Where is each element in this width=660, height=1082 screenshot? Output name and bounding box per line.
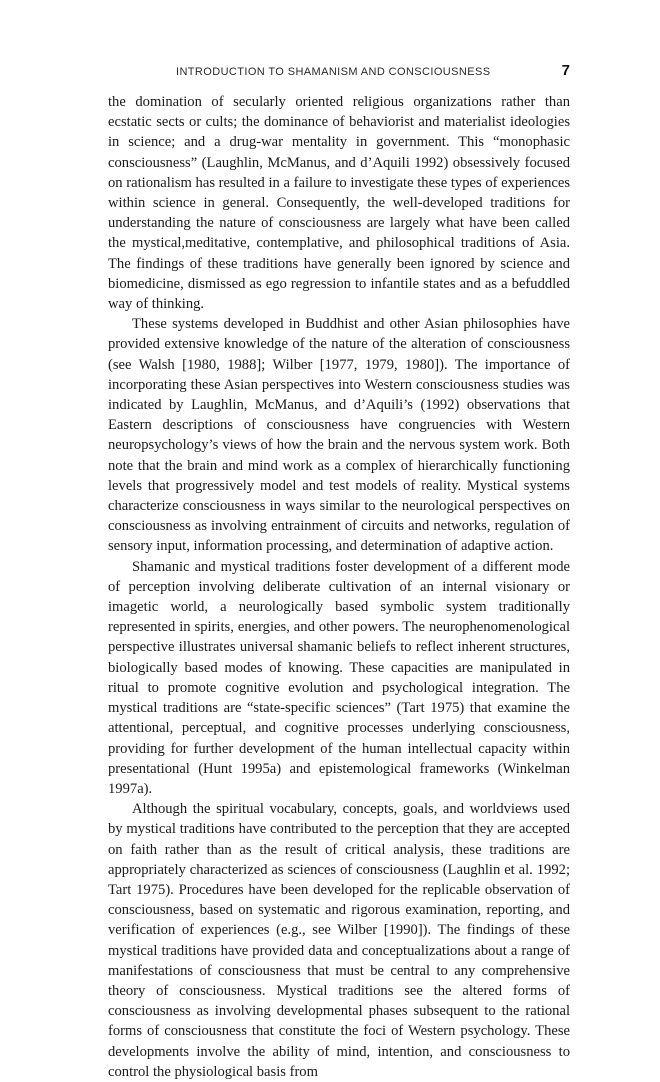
page-number: 7 (561, 62, 570, 79)
paragraph: Although the spiritual vocabulary, concepts, goals, and worldviews used by mystical traditions have contributed to the perception that they are accepted on faith rather than as the result of critical analysis, these traditions are appropriately characterized as sciences of consciousness (Laughlin et al. 1992; Tart 1975). Procedures have been developed for the replicable observation of consciousness, based on systematic and rigorous examination, reporting, and verification of experiences (e.g., see Wilber [1990]). The findings of these mystical traditions have provided data and conceptualizations about a range of manifestations of consciousness that must be central to any comprehensive theory of consciousness. Mystical traditions see the altered forms of consciousness as involving developmental phases subsequent to the rational forms of consciousness that constitute the foci of Western psychology. These developments involve the ability of mind, intention, and consciousness to control the physiological basis from (108, 801, 570, 1080)
body-text (108, 92, 570, 1082)
running-head (108, 62, 570, 79)
paragraph: These systems developed in Buddhist and other Asian philosophies have provided extensive knowledge of the nature of the alteration of consciousness (see Walsh [1980, 1988]; Wilber [1977, 1979, 1980]). The importance of incorporating these Asian perspectives into Western consciousness studies was indicated by Laughlin, McManus, and d’Aquili’s (1992) observations that Eastern descriptions of consciousness have congruencies with Western neuropsychology’s views of how the brain and the nervous system work. Both note that the brain and mind work as a complex of hierarchically functioning levels that progressively model and test models of reality. Mystical systems characterize consciousness in ways similar to the neurological perspectives on consciousness as involving entrainment of circuits and networks, regulation of sensory input, information processing, and determination of adaptive action. (108, 316, 570, 555)
paragraph: Shamanic and mystical traditions foster development of a different mode of perception involving deliberate cultivation of an internal visionary or imagetic world, a neurologically based symbolic system traditionally represented in spirits, energies, and other powers. The neurophenomenological perspective illustrates universal shamanic beliefs to reflect inherent structures, biologically based modes of knowing. These capacities are manipulated in ritual to promote cognitive evolution and psychological integration. The mystical traditions are “state-specific sciences” (Tart 1975) that examine the attentional, perceptual, and cognitive processes underlying consciousness, providing for further development of the human intellectual capacity within presentational (Hunt 1995a) and epistemological frameworks (Winkelman 1997a). (108, 558, 570, 797)
running-title: INTRODUCTION TO SHAMANISM AND CONSCIOUSNESS (176, 66, 491, 78)
paragraph: the domination of secularly oriented religious organizations rather than ecstatic sects or cults; the dominance of behaviorist and materialist ideologies in science; and a drug-war mentality in government. This “monophasic consciousness” (Laughlin, McManus, and d’Aquili 1992) obsessively focused on rationalism has resulted in a failure to investigate these types of experiences within science in general. Consequently, the well-developed traditions for understanding the nature of consciousness are largely what have been called the mystical,meditative, contemplative, and philosophical traditions of Asia. The findings of these traditions have generally been ignored by science and biomedicine, dismissed as ego regression to infantile states and as a befuddled way of thinking. (108, 94, 570, 313)
